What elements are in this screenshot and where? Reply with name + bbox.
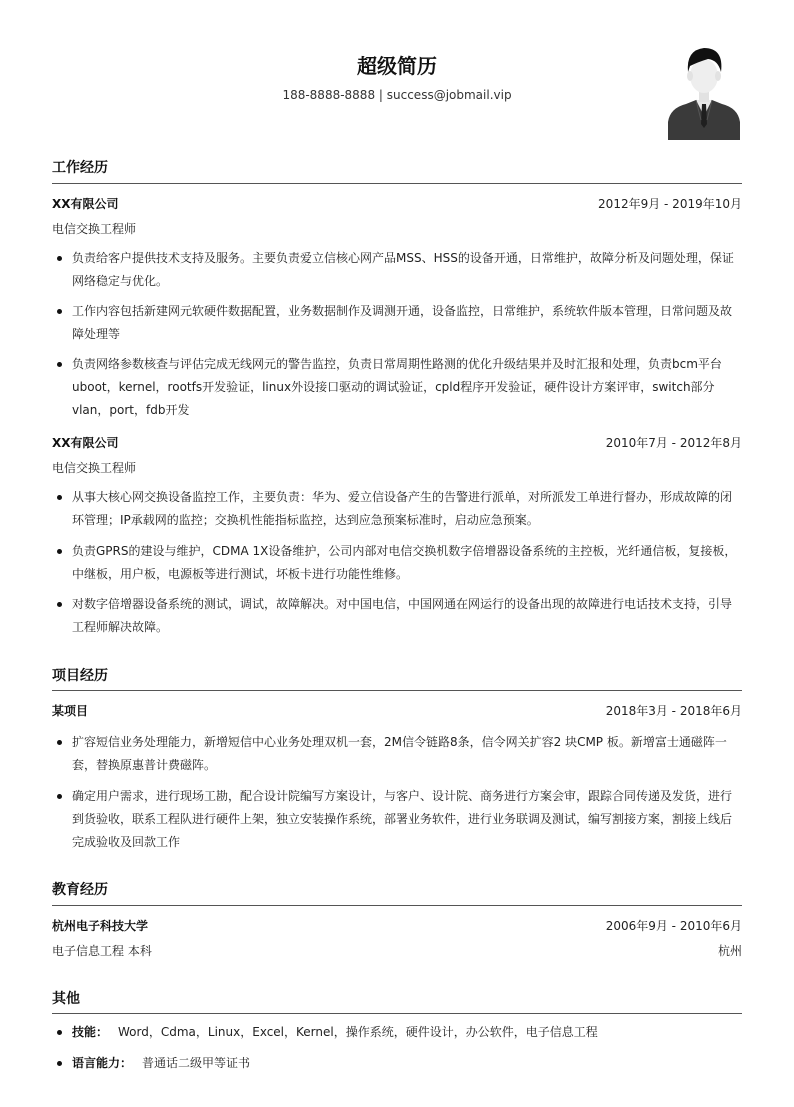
list-item: 确定用户需求，进行现场工勘，配合设计院编写方案设计，与客户、设计院、商务进行方案会审，跟踪合同传递及发货，进行到货验收，联系工程队进行硬件上架，独立安装操作系统，部署业务软件，进行业务联调及测试，编写割接方案，割接上线后完成验收及回款工作 <box>52 785 742 854</box>
bullet-dot <box>57 740 62 745</box>
list-item: 从事大核心网交换设备监控工作，主要负责：华为、爱立信设备产生的告警进行派单，对所派发工单进行督办，形成故障的闭环管理；IP承载网的监控；交换机性能指标监控，达到应急预案标准时，启动应急预案。 <box>52 486 742 532</box>
bullet-dot <box>57 794 62 799</box>
education-dates: 2006年9月 - 2010年6月 <box>605 919 742 933</box>
list-item: 对数字倍增器设备系统的测试，调试，故障解决。对中国电信，中国网通在网运行的设备出现的故障进行电话技术支持，引导工程师解决故障。 <box>52 593 742 639</box>
education-major: 电子信息工程 本科 <box>52 944 152 958</box>
section-title-projects: 项目经历 <box>52 668 108 684</box>
list-item <box>52 1052 742 1075</box>
company-name: XX有限公司 <box>52 436 119 450</box>
bullet-dot <box>57 362 62 367</box>
section-title-work: 工作经历 <box>52 160 108 176</box>
language-value: 普通话二级甲等证书 <box>142 1056 251 1070</box>
company-name: XX有限公司 <box>52 197 119 211</box>
section-divider <box>52 1013 742 1014</box>
section-divider <box>52 905 742 906</box>
bullet-dot <box>57 309 62 314</box>
list-item: 工作内容包括新建网元软硬件数据配置，业务数据制作及调测开通，设备监控，日常维护，系统软件版本管理，日常问题及故障处理等 <box>52 300 742 346</box>
bullet-dot <box>57 256 62 261</box>
section-title-other: 其他 <box>52 991 80 1007</box>
section-divider <box>52 690 742 691</box>
job-header <box>52 195 742 213</box>
section-divider <box>52 183 742 184</box>
list-item: 负责GPRS的建设与维护，CDMA 1X设备维护，公司内部对电信交换机数字倍增器设备系统的主控板，光纤通信板，复接板，中继板，用户板，电源板等进行测试，坏板卡进行功能性维修。 <box>52 540 742 586</box>
school-name: 杭州电子科技大学 <box>52 919 149 933</box>
list-item: 负责网络参数核查与评估完成无线网元的警告监控，负责日常周期性路测的优化升级结果并及时汇报和处理，负责bcm平台uboot，kernel，rootfs开发验证，linux外设接口驱动的调试验证，cpld程序开发验证，硬件设计方案评审，switch部分vlan，port，fdb开发 <box>52 353 742 422</box>
education-header <box>52 917 742 935</box>
avatar <box>668 44 740 140</box>
project-header <box>52 702 742 720</box>
bullet-dot <box>57 1061 62 1066</box>
job-dates: 2010年7月 - 2012年8月 <box>605 436 742 450</box>
list-item: 扩容短信业务处理能力，新增短信中心业务处理双机一套，2M信令链路8条，信令网关扩容2 块CMP 板。新增富士通磁阵一套，替换原惠普计费磁阵。 <box>52 731 742 777</box>
list-item: 负责给客户提供技术支持及服务。主要负责爱立信核心网产品MSS、HSS的设备开通，日常维护，故障分析及问题处理，保证网络稳定与优化。 <box>52 247 742 293</box>
job-role: 电信交换工程师 <box>52 461 137 475</box>
bullet-dot <box>57 602 62 607</box>
contact-info: 188-8888-8888 | success@jobmail.vip <box>282 88 512 102</box>
job-role: 电信交换工程师 <box>52 222 137 236</box>
bullet-dot <box>57 495 62 500</box>
project-name: 某项目 <box>52 704 89 718</box>
skill-label: 技能： <box>72 1025 109 1039</box>
bullet-dot <box>57 549 62 554</box>
resume-name: 超级简历 <box>357 54 437 78</box>
project-dates: 2018年3月 - 2018年6月 <box>605 704 742 718</box>
job-dates: 2012年9月 - 2019年10月 <box>598 197 742 211</box>
job-header <box>52 434 742 452</box>
section-title-education: 教育经历 <box>52 882 108 898</box>
skill-value: Word，Cdma，Linux，Excel，Kernel，操作系统，硬件设计，办公软件，电子信息工程 <box>118 1025 598 1039</box>
bullet-dot <box>57 1030 62 1035</box>
list-item <box>52 1021 742 1044</box>
education-detail <box>52 942 742 960</box>
language-label: 语言能力： <box>72 1056 133 1070</box>
education-city: 杭州 <box>717 944 742 958</box>
